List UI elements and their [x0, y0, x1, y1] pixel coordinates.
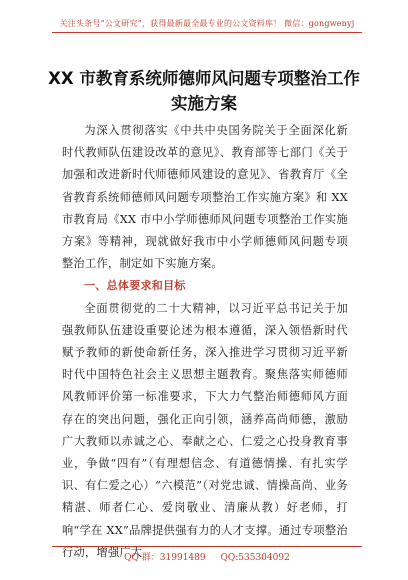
- document-title: [40, 66, 368, 116]
- promo-banner: 关注头条号“公文研究”，获得最新最全最专业的公文资料库！ 微信：gongwenyj: [52, 18, 362, 33]
- document-body: [62, 120, 348, 564]
- title-line-2: 实施方案: [171, 94, 237, 113]
- intro-paragraph: 为深入贯彻落实《中共中央国务院关于全面深化新时代教师队伍建设改革的意见》、教育部等七部门《关于加强和改进新时代师德师风建设的意见》、省教育厅《全省教育系统师德师风问题专项整治工作实施方案》和 XX 市教育局《XX 市中小学师德师风问题专项整治工作实施方案》等精神，现就做好我市中小学师德师风问题专项整治工作，制定如下实施方案。: [62, 124, 348, 271]
- contact-footer: [52, 546, 362, 563]
- title-line-1: XX 市教育系统师德师风问题专项整治工作: [48, 69, 360, 88]
- qq-number-text: QQ:535304092: [220, 553, 290, 563]
- section-heading: 一、总体要求和目标: [84, 279, 186, 293]
- section-paragraph: 全面贯彻党的二十大精神，以习近平总书记关于加强教师队伍建设重要论述为根本遵循，深入领悟新时代赋予教师的新使命新任务，深入推进学习贯彻习近平新时代中国特色社会主义思想主题教育。聚焦落实师德师风教师评价第一标准要求，下大力气整治师德师风方面存在的突出问题，强化正向引领，涵养高尚师德，激励广大教师以赤诚之心、奉献之心、仁爱之心投身教育事业，争做“四有”（有理想信念、有道德情操、有扎实学识、有仁爱之心）“六模范”（对党忠诚、情操高尚、业务精湛、师者仁心、爱岗敬业、清廉从教）好老师，打响“学在 XX”品牌提供强有力的人才支撑。通过专项整治行动，增强广大: [62, 301, 348, 559]
- qq-group-text: QQ 群：31991489: [124, 553, 206, 563]
